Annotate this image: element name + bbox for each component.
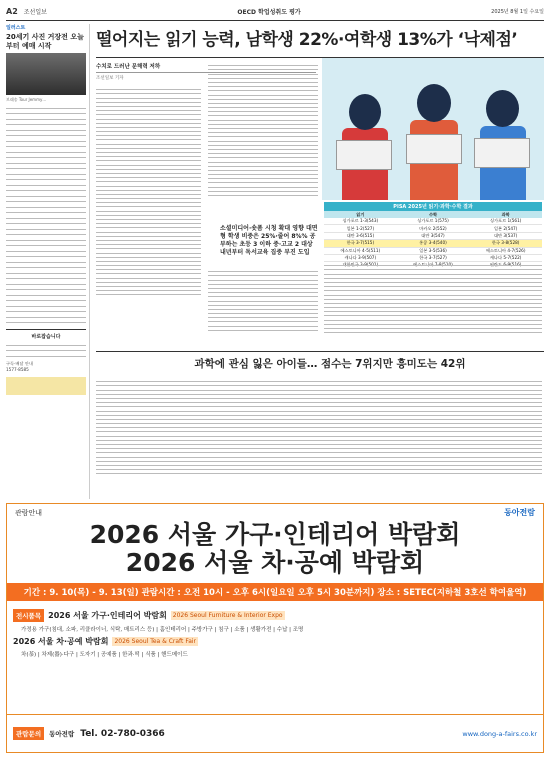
page-header — [6, 4, 544, 18]
left-kicker: 일러스트 — [6, 25, 26, 31]
left-title: 20세기 사진 거장전 오늘부터 예매 시작 — [6, 33, 84, 50]
left-body — [6, 108, 86, 324]
table-row: 한국 3-7(515) 홍콩 3-4(540) 한국 3-8(528) — [324, 240, 542, 247]
subscribe-info — [6, 361, 86, 373]
ad-footer — [7, 714, 543, 752]
org-name: 동아전람 — [49, 730, 75, 738]
article-2-body — [96, 378, 542, 496]
article-col-1 — [96, 86, 201, 326]
second-headline: 과학에 관심 잃은 아이들… 점수는 7위지만 흥미도는 42위 — [194, 358, 466, 370]
inquiry-tag: 관람문의 — [13, 727, 44, 740]
students-illustration — [322, 58, 544, 200]
col-math: 수학 — [397, 211, 470, 218]
page-number: A2 — [6, 6, 18, 16]
brand-logo: 동아전람 — [504, 508, 535, 517]
main-headline: 떨어지는 읽기 능력, 남학생 22%·여학생 13%가 ‘낙제점’ — [96, 30, 518, 50]
ad-title-2: 2026 서울 차·공예 박람회 — [125, 548, 425, 577]
article-col-2b — [208, 268, 318, 346]
expo2-english: 2026 Seoul Tea & Craft Fair — [114, 638, 197, 645]
left-photo — [6, 53, 86, 95]
table-title: PISA 2025년 읽기·과학·수학 결과 — [324, 202, 542, 211]
expo1-categories: 가정용 가구(침대, 소파, 리클라이너, 식탁, 매트리스 등) | 홈인테리어 | 주방가구 | 침구 | 소품 | 생활가전 | 수납 | 조명 — [21, 627, 304, 633]
expo1-title: 2026 서울 가구·인테리어 박람회 — [48, 611, 167, 620]
pull-quote: 소셜미디어·숏폼 시청 확대 영향 대면형 학생 비중은 25%·줄어 8%% 공부하는 초등 3 이하 중·고교 2 대상 내년부터 독서교육 집중 부진 도입 — [220, 225, 318, 256]
article-subhead: 수치로 드러난 문해력 저하 — [96, 62, 316, 73]
exhibit-tag: 전시품목 — [13, 609, 44, 622]
table-row: 대만 3-6(515) 대만 3(547) 대만 3(537) — [324, 232, 542, 239]
ad-schedule-bar: 기간 : 9. 10(목) - 9. 13(일) 관람시간 : 오전 10시 - 오후 6시(일요일 오후 5시 30분까지) 장소 : SETEC(지하철 3호선 학여울역) — [7, 583, 543, 601]
expo2-categories: 차(茶) | 차제(器)·다구 | 도자기 | 공예품 | 한과·떡 | 식품 | 핸드메이드 — [21, 652, 188, 658]
website-link[interactable]: www.dong-a-fairs.co.kr — [462, 729, 537, 738]
left-banner[interactable] — [6, 377, 86, 395]
left-photo-caption: 브래송 Tour Jemmy… — [6, 97, 47, 102]
expo1-english: 2026 Seoul Furniture & Interior Expo — [172, 612, 283, 619]
left-column — [6, 24, 90, 499]
paper-name: 조선일보 — [23, 8, 47, 16]
section-title: OECD 학업성취도 평가 — [237, 8, 301, 16]
article-col-2 — [208, 62, 318, 222]
col-science: 과학 — [469, 211, 542, 218]
issue-date: 2025년 8월 1일 수요일 — [491, 8, 544, 15]
ad-title-1: 2026 서울 가구·인테리어 박람회 — [89, 520, 461, 549]
ad-header: 관람안내 — [15, 508, 43, 517]
article-byline: 조선일보 기자 — [96, 76, 124, 81]
expo2-title: 2026 서울 차·공예 박람회 — [13, 637, 109, 646]
phone-number[interactable]: Tel. 02-780-0366 — [80, 728, 165, 739]
subscribe-label: 구독·배달 안내 — [6, 361, 33, 366]
section-rule — [96, 351, 544, 352]
pisa-results-table — [324, 202, 542, 261]
table-row: 싱가포르 1-3(543) 싱가포르 1(575) 싱가포르 1(561) — [324, 218, 542, 225]
expo-advertisement[interactable] — [6, 503, 544, 753]
article-col-3 — [324, 262, 542, 350]
col-reading: 읽기 — [324, 211, 397, 218]
subscribe-phone: 1577-8585 — [6, 367, 29, 372]
table-row: 일본 1-2(527) 마카오 2(552) 일본 2(547) — [324, 225, 542, 232]
table-row: 에스토니아 4-5(511) 일본 3-5(536) 에스토니아 4-7(526) — [324, 247, 542, 254]
header-rule — [6, 20, 544, 21]
table-row: 캐나다 3-9(507) 한국 3-7(527) 캐나다 5-7(522) — [324, 254, 542, 261]
correction-title: 바로잡습니다 — [31, 334, 61, 340]
correction-box — [6, 329, 86, 357]
